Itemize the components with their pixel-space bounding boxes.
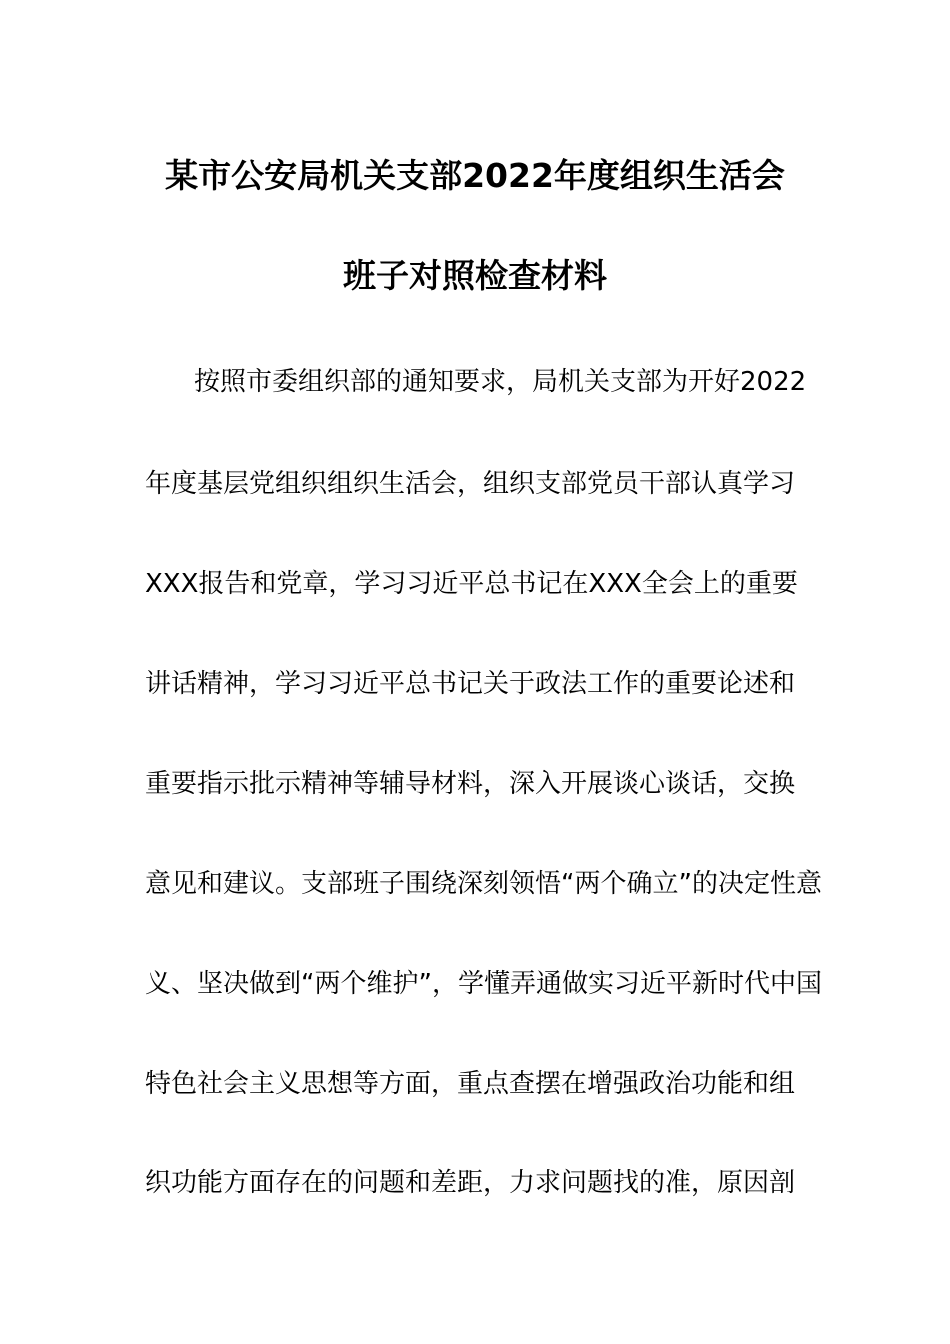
body-line-6: 意见和建议。支部班子围绕深刻领悟“两个确立”的决定性意: [145, 869, 822, 899]
document-title-line-1: 某市公安局机关支部2022年度组织生活会: [165, 156, 785, 195]
body-line-2: 年度基层党组织组织生活会，组织支部党员干部认真学习: [145, 469, 796, 499]
body-line-3: XXX报告和党章，学习习近平总书记在XXX全会上的重要: [145, 569, 798, 599]
body-line-5: 重要指示批示精神等辅导材料，深入开展谈心谈话，交换: [145, 769, 796, 799]
body-line-9: 织功能方面存在的问题和差距，力求问题找的准，原因剖: [145, 1168, 796, 1198]
body-line-8: 特色社会主义思想等方面，重点查摆在增强政治功能和组: [145, 1069, 796, 1099]
document-title-line-2: 班子对照检查材料: [343, 256, 607, 295]
body-line-4: 讲话精神，学习习近平总书记关于政法工作的重要论述和: [145, 669, 796, 699]
body-line-7: 义、坚决做到“两个维护”，学懂弄通做实习近平新时代中国: [145, 969, 822, 999]
body-line-1: 按照市委组织部的通知要求，局机关支部为开好2022: [194, 367, 807, 397]
